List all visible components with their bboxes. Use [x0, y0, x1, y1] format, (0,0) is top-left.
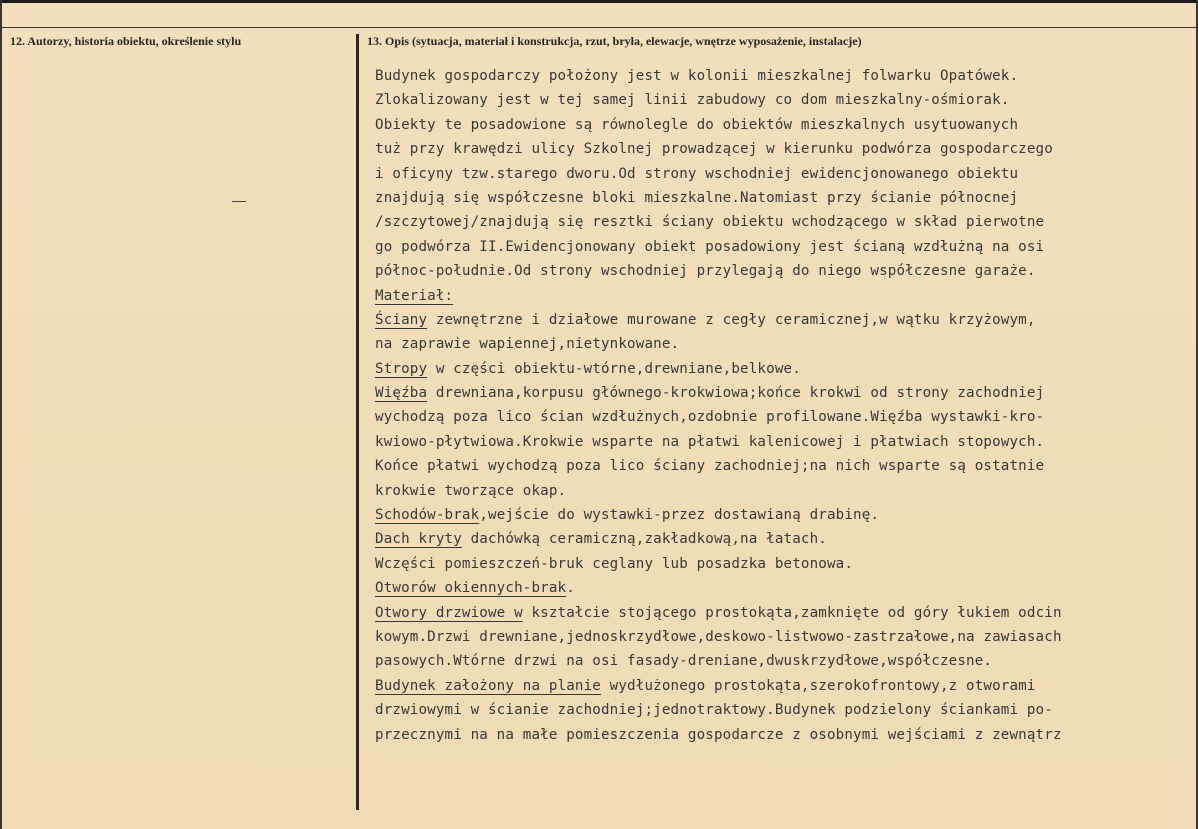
line-text: . — [566, 580, 575, 597]
line-text: tuż przy krawędzi ulicy Szkolnej prowadzącej w kierunku podwórza gospodarczego — [375, 141, 1053, 158]
line-text: wydłużonego prostokąta,szerokofrontowy,z otworami — [600, 677, 1036, 694]
line-text: w części obiektu-wtórne,drewniane,belkowe. — [427, 360, 801, 377]
description-line — [375, 235, 1175, 259]
line-text: /szczytowej/znajdują się resztki ściany obiektu wchodzącego w skład pierwotne — [375, 214, 1045, 231]
line-text: kowym.Drzwi drewniane,jednoskrzydłowe,deskowo-listwowo-zastrzałowe,na zawiasach — [375, 628, 1062, 645]
section-13-heading: 13. Opis (sytuacja, materiał i konstrukcja, rzut, bryła, elewacje, wnętrze wyposażenie, instalacje) — [367, 34, 862, 48]
description-line — [375, 381, 1175, 405]
description-line — [375, 576, 1175, 600]
description-line — [375, 479, 1175, 503]
underlined-label: Budynek założony na planie — [375, 677, 601, 694]
line-text: ,wejście do wystawki-przez dostawianą drabinę. — [479, 507, 880, 524]
line-text: zewnętrzne i działowe murowane z cegły ceramicznej,w wątku krzyżowym, — [427, 311, 1036, 328]
line-text: znajdują się współczesne bloki mieszkalne.Natomiast przy ścianie północnej — [375, 189, 1019, 206]
description-line — [375, 405, 1175, 429]
description-line — [375, 357, 1175, 381]
line-text: drewniana,korpusu głównego-krokwiowa;końce krokwi od strony zachodniej — [427, 385, 1045, 402]
line-text: drzwiowymi w ścianie zachodniej;jednotraktowy.Budynek podzielony ściankami po- — [375, 702, 1053, 719]
description-line — [375, 649, 1175, 673]
header-rule — [2, 27, 1196, 28]
line-text: kształcie stojącego prostokąta,zamknięte od góry łukiem odcin — [522, 604, 1062, 621]
description-line — [375, 64, 1175, 88]
top-edge — [0, 0, 1198, 3]
line-text: i oficyny tzw.starego dworu.Od strony wschodniej ewidencjonowanego obiektu — [375, 165, 1019, 182]
underlined-label: Dach kryty — [375, 531, 462, 548]
line-text: Zlokalizowany jest w tej samej linii zabudowy co dom mieszkalny-ośmiorak. — [375, 92, 1010, 109]
description-line — [375, 308, 1175, 332]
description-line — [375, 113, 1175, 137]
underlined-label: Więźba — [375, 385, 428, 402]
underlined-label: Ściany — [375, 311, 428, 328]
description-line — [375, 332, 1175, 356]
description-line — [375, 430, 1175, 454]
description-line — [375, 284, 1175, 308]
line-text: wychodzą poza lico ścian wzdłużnych,ozdobnie profilowane.Więźba wystawki-kro- — [375, 409, 1045, 426]
description-line — [375, 698, 1175, 722]
description-line — [375, 454, 1175, 478]
line-text: go podwórza II.Ewidencjonowany obiekt posadowiony jest ścianą wzdłużną na osi — [375, 238, 1045, 255]
underlined-label: Materiał: — [375, 287, 454, 304]
description-line — [375, 503, 1175, 527]
description-line — [375, 186, 1175, 210]
pen-mark — [232, 201, 246, 202]
line-text: północ-południe.Od strony wschodniej przylegają do niego współczesne garaże. — [375, 263, 1036, 280]
column-divider — [356, 34, 359, 810]
description-line — [375, 137, 1175, 161]
line-text: dachówką ceramiczną,zakładkową,na łatach. — [461, 531, 827, 548]
description-line — [375, 162, 1175, 186]
section-12-heading: 12. Autorzy, historia obiektu, określenie stylu — [10, 34, 242, 48]
line-text: Obiekty te posadowione są równolegle do obiektów mieszkalnych usytuowanych — [375, 116, 1019, 133]
description-line — [375, 259, 1175, 283]
line-text: Końce płatwi wychodzą poza lico ściany zachodniej;na nich wsparte są ostatnie — [375, 458, 1045, 475]
line-text: krokwie tworzące okap. — [375, 482, 567, 499]
underlined-label: Otworów okiennych-brak — [375, 580, 567, 597]
underlined-label: Otwory drzwiowe w — [375, 604, 523, 621]
description-line — [375, 210, 1175, 234]
line-text: na zaprawie wapiennej,nietynkowane. — [375, 336, 680, 353]
description-line — [375, 625, 1175, 649]
line-text: Wczęści pomieszczeń-bruk ceglany lub posadzka betonowa. — [375, 555, 854, 572]
description-line — [375, 723, 1175, 747]
line-text: pasowych.Wtórne drzwi na osi fasady-dreniane,dwuskrzydłowe,współczesne. — [375, 653, 993, 670]
description-line — [375, 527, 1175, 551]
line-text: przecznymi na na małe pomieszczenia gospodarcze z osobnymi wejściami z zewnątrz — [375, 726, 1062, 743]
line-text: Budynek gospodarczy położony jest w kolonii mieszkalnej folwarku Opatówek. — [375, 68, 1019, 84]
description-text — [375, 64, 1175, 747]
description-line — [375, 674, 1175, 698]
description-line — [375, 88, 1175, 112]
description-line — [375, 601, 1175, 625]
underlined-label: Stropy — [375, 360, 428, 377]
left-edge — [0, 0, 2, 829]
description-line — [375, 552, 1175, 576]
line-text: kwiowo-płytwiowa.Krokwie wsparte na płatwi kalenicowej i płatwiach stopowych. — [375, 433, 1045, 450]
underlined-label: Schodów-brak — [375, 507, 480, 524]
